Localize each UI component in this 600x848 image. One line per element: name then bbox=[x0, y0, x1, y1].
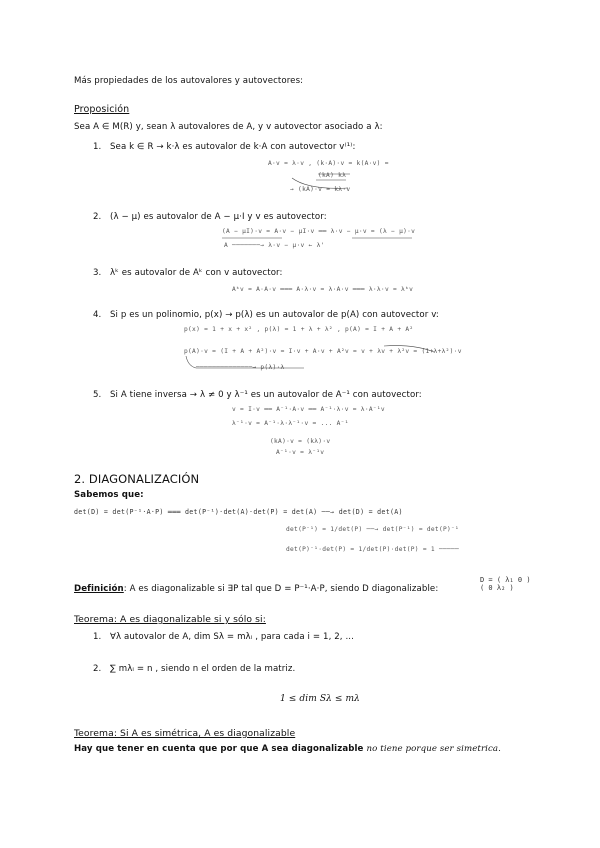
item-1-number: 1. bbox=[93, 142, 102, 152]
teorema-1-heading: Teorema: A es diagonalizable si y sólo si: bbox=[74, 614, 266, 625]
teorema-1-item-1-number: 1. bbox=[93, 632, 102, 642]
matrix-row-2: ( 0 λ₂ ) bbox=[480, 584, 514, 592]
item-4-number: 4. bbox=[93, 310, 102, 320]
item-3-number: 3. bbox=[93, 268, 102, 278]
teorema-2-heading: Teorema: Si A es simétrica, A es diagonalizable bbox=[74, 728, 296, 739]
final-note bbox=[74, 744, 501, 755]
final-note-part-1: Hay que tener en cuenta que por que A sea diagonalizable bbox=[74, 744, 367, 754]
item-1-sketch-arrows bbox=[288, 168, 368, 192]
matrix-row-1: D = ( λ₁ 0 ) bbox=[480, 576, 531, 584]
det-equation-3: det(P)⁻¹·det(P) = 1/det(P)·det(P) = 1 ───── bbox=[286, 546, 460, 553]
definicion-line bbox=[74, 584, 438, 595]
definicion-text: : A es diagonalizable si ∃P tal que D = P⁻¹·A·P, siendo D diagonalizable: bbox=[123, 584, 439, 594]
item-2-note-1: (A − μI)·v = A·v − μI·v ══ λ·v − μ·v = (λ − μ)·v bbox=[222, 228, 416, 235]
item-5-note-2: λ⁻¹·v = A⁻¹·λ·λ⁻¹·v = ... A⁻¹ bbox=[232, 420, 349, 427]
teorema-1-item-2-text: ∑ mλᵢ = n , siendo n el orden de la matriz. bbox=[110, 664, 296, 674]
item-5-note-3: (kA)·v = (kλ)·v bbox=[270, 438, 331, 445]
item-4-sketch-arrows bbox=[184, 340, 444, 370]
teorema-1-item-1-text: ∀λ autovalor de A, dim Sλ = mλᵢ , para cada i = 1, 2, ... bbox=[110, 632, 354, 642]
item-2-text: (λ − μ) es autovalor de A − μ·I y v es autovector: bbox=[110, 212, 327, 222]
item-3-text: λᵏ es autovalor de Aᵏ con v autovector: bbox=[110, 268, 283, 278]
item-4-text: Si p es un polinomio, p(x) → p(λ) es un autovalor de p(A) con autovector v: bbox=[110, 310, 439, 320]
item-4-note-1: p(x) = 1 + x + x² , p(λ) = 1 + λ + λ² , p(A) = I + A + A² bbox=[184, 326, 414, 333]
item-2-number: 2. bbox=[93, 212, 102, 222]
item-5-number: 5. bbox=[93, 390, 102, 400]
item-5-text: Si A tiene inversa → λ ≠ 0 y λ⁻¹ es un autovalor de A⁻¹ con autovector: bbox=[110, 390, 422, 400]
det-equation-1: det(D) = det(P⁻¹·A·P) ═══ det(P⁻¹)·det(A)·det(P) = det(A) ──→ det(D) = det(A) bbox=[74, 508, 403, 516]
teorema-1-item-2-number: 2. bbox=[93, 664, 102, 674]
sabemos-text: Sabemos que: bbox=[74, 490, 144, 500]
inequality: 1 ≤ dim Sλ ≤ mλ bbox=[280, 694, 360, 704]
item-2-sketch-underline bbox=[222, 236, 422, 244]
proposicion-heading: Proposición bbox=[74, 104, 130, 115]
intro-text: Más propiedades de los autovalores y autovectores: bbox=[74, 76, 304, 86]
item-3-note-1: Aᵏv = A·A·v ═══ A·λ·v = λ·A·v ═══ λ·λ·v = λᵏv bbox=[232, 286, 414, 293]
definicion-label: Definición bbox=[74, 584, 124, 594]
section-2-heading: 2. DIAGONALIZACIÓN bbox=[74, 472, 200, 486]
det-equation-2: det(P⁻¹) = 1/det(P) ──→ det(P⁻¹) = det(P)⁻¹ bbox=[286, 526, 460, 533]
diagonal-matrix bbox=[480, 576, 531, 592]
item-5-note-4: A⁻¹·v = λ⁻¹v bbox=[276, 449, 325, 456]
item-4-note-2: p(A)·v = (I + A + A²)·v = I·v + A·v + A²v = v + λv + λ²v = (1+λ+λ²)·v bbox=[184, 348, 462, 355]
item-4-note-3: ──────────────→ p(λ)·λ bbox=[196, 364, 285, 371]
item-1-note-1: A·v = λ·v , (k·A)·v = k(A·v) = bbox=[268, 160, 389, 167]
item-1-text: Sea k ∈ R → k·λ es autovalor de k·A con autovector v⁽¹⁾: bbox=[110, 142, 356, 152]
proposicion-statement: Sea A ∈ M(R) y, sean λ autovalores de A, y v autovector asociado a λ: bbox=[74, 122, 383, 132]
item-1-note-2: (kA) kλ bbox=[318, 172, 347, 179]
item-1-note-3: → (kA)·v = kλ·v bbox=[290, 186, 351, 193]
item-2-note-2: A ───────→ λ·v − μ·v ← λ' bbox=[224, 242, 325, 249]
item-5-note-1: v = I·v ══ A⁻¹·A·v ══ A⁻¹·λ·v = λ·A⁻¹v bbox=[232, 406, 385, 413]
final-note-part-2: no tiene porque ser simetrica. bbox=[366, 744, 501, 754]
